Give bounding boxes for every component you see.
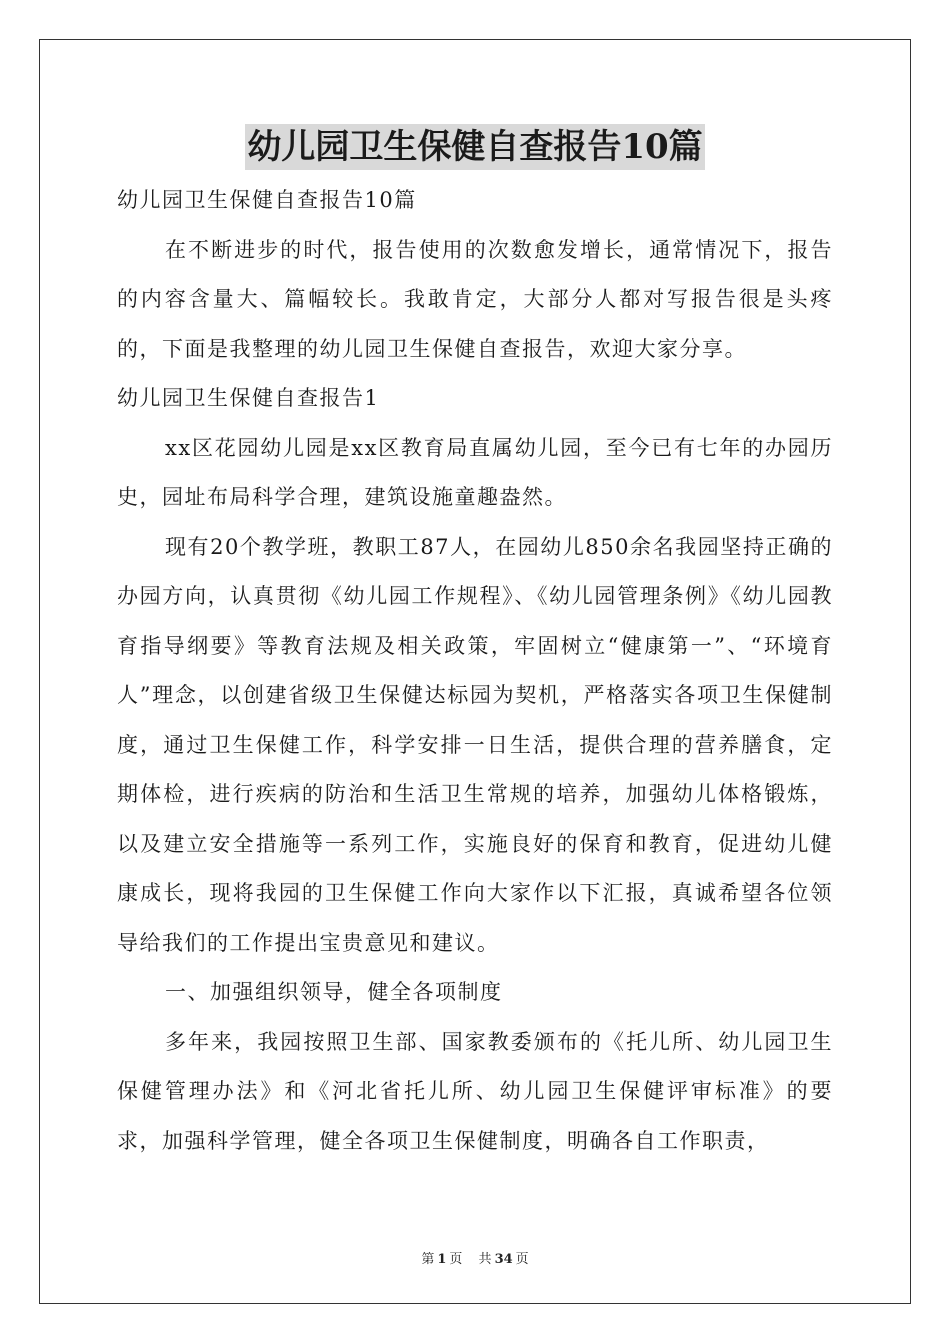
page-suffix: 页 [449, 1252, 463, 1267]
paragraph: 多年来，我园按照卫生部、国家教委颁布的《托儿所、幼儿园卫生保健管理办法》和《河北省托儿所、幼儿园卫生保健评审标准》的要求，加强科学管理，健全各项卫生保健制度，明确各自工作职责， [117, 1029, 833, 1153]
total-suffix: 页 [515, 1252, 529, 1267]
total-prefix: 共 [478, 1252, 492, 1267]
paragraph: 幼儿园卫生保健自查报告1 [117, 386, 380, 410]
paragraph: xx区花园幼儿园是xx区教育局直属幼儿园，至今已有七年的办园历史，园址布局科学合理，建筑设施童趣盎然。 [117, 435, 833, 509]
page-footer [0, 1248, 950, 1267]
paragraph: 在不断进步的时代，报告使用的次数愈发增长，通常情况下，报告的内容含量大、篇幅较长。我敢肯定，大部分人都对写报告很是头疼的，下面是我整理的幼儿园卫生保健自查报告，欢迎大家分享。 [117, 237, 833, 361]
paragraph: 一、加强组织领导，健全各项制度 [165, 980, 503, 1004]
total-pages: 34 [494, 1252, 513, 1267]
total-indicator [476, 1252, 532, 1267]
page-indicator [418, 1252, 465, 1267]
title-container [0, 124, 950, 170]
document-body [117, 176, 833, 1166]
paragraph: 现有20个教学班，教职工87人，在园幼儿850余名我园坚持正确的办园方向，认真贯彻《幼儿园工作规程》、《幼儿园管理条例》《幼儿园教育指导纲要》等教育法规及相关政策，牢固树立“健康第一”、“环境育人”理念，以创建省级卫生保健达标园为契机，严格落实各项卫生保健制度，通过卫生保健工作，科学安排一日生活，提供合理的营养膳食，定期体检，进行疾病的防治和生活卫生常规的培养，加强幼儿体格锻炼，以及建立安全措施等一系列工作，实施良好的保育和教育，促进幼儿健康成长，现将我园的卫生保健工作向大家作以下汇报，真诚希望各位领导给我们的工作提出宝贵意见和建议。 [117, 534, 833, 955]
page-number: 1 [437, 1252, 447, 1267]
page-prefix: 第 [421, 1252, 435, 1267]
document-title: 幼儿园卫生保健自查报告10篇 [245, 124, 704, 170]
paragraph: 幼儿园卫生保健自查报告10篇 [117, 188, 417, 212]
